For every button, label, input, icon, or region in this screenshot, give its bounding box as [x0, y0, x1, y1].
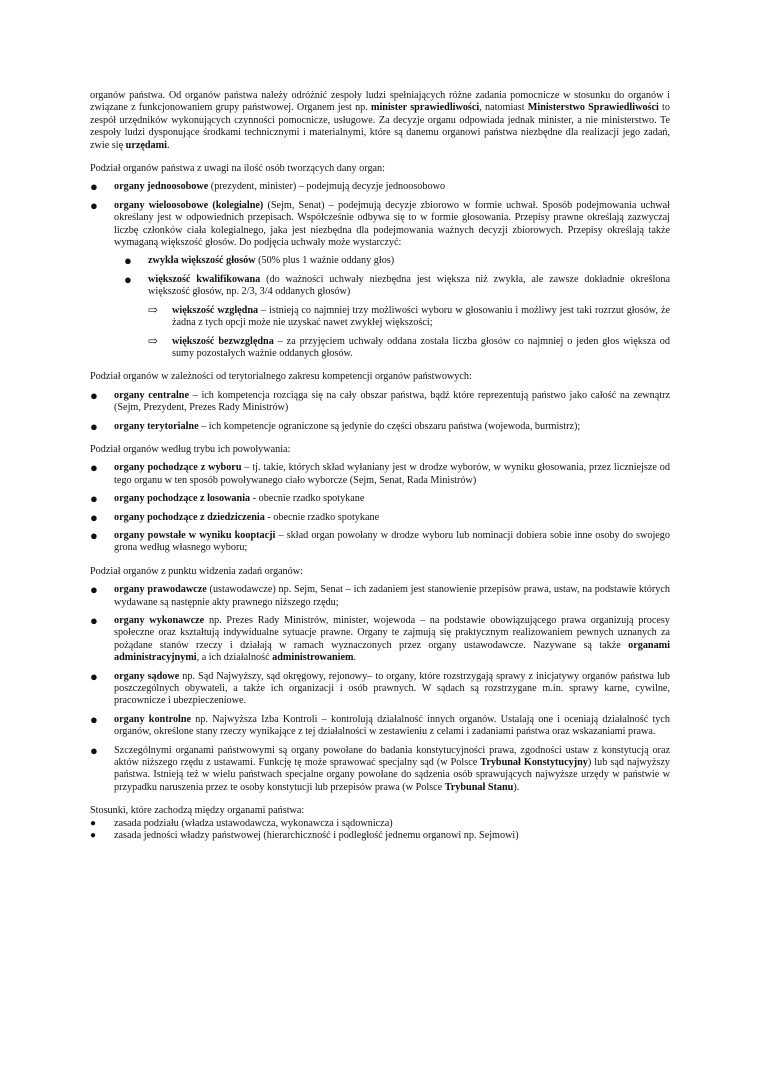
section-heading-tasks: Podział organów z punktu widzenia zadań organów:: [90, 565, 303, 577]
intro-paragraph: organów państwa. Od organów państwa należy odróżnić zespoły ludzi spełniających różne zadania pomocnicze w stosunku do organów i związane z funkcjonowaniem grupy państwowej. Organem jest np. minister sprawiedliwości, natomiast Ministerstwo Sprawiedliwości to zespół urzędników wykonujących czynności pomocnicze, usługowe. Za decyzje organu odpowiada jednak minister, a nie ministerstwo. Te zespoły ludzi dysponujące środkami technicznymi i materialnymi, które są danemu organowi państwa niezbędne dla realizacji jego zadań, zwie się urzędami.: [90, 90, 670, 151]
arrow-right-icon: ⇨: [148, 302, 159, 317]
list-item: ● organy pochodzące z losowania - obecnie rzadko spotykane: [90, 491, 365, 507]
bullet-icon: ●: [90, 179, 98, 195]
list-item: ● zasada jedności władzy państwowej (hierarchiczność i podległość jednemu organowi np. Sejmowi): [90, 830, 519, 842]
document-page: [90, 90, 670, 843]
bullet-icon: ●: [90, 197, 98, 213]
bullet-icon: ●: [90, 387, 98, 403]
list-item: ● organy pochodzące z dziedziczenia - obecnie rzadko spotykane: [90, 509, 380, 525]
list-item: ● organy powstałe w wyniku kooptacji – skład organ powołany w drodze wyboru lub nominacji dobiera sobie inne osoby do swojego grona według własnego wyboru;: [90, 527, 670, 554]
bullet-icon: ●: [90, 509, 98, 525]
list-item: ● organy centralne – ich kompetencja rozciąga się na cały obszar państwa, bądź które reprezentują państwo jako całość na zewnątrz (Sejm, Prezydent, Prezes Rady Ministrów): [90, 387, 670, 414]
bullet-icon: ●: [124, 271, 132, 287]
section-heading-relations: Stosunki, które zachodzą między organami państwa:: [90, 805, 305, 817]
list-item: ● zwykła większość głosów (50% plus 1 ważnie oddany głos): [124, 253, 395, 269]
bullet-icon: ●: [124, 253, 132, 269]
list-item: ● organy pochodzące z wyboru – tj. takie, których skład wyłaniany jest w drodze wyborów, w wyniku głosowania, przez liczniejsze od tego organu w ten sposób powoływanego ciało wyborcze (Sejm, Senat, Rada Ministrów): [90, 460, 670, 486]
section-heading-appointment: Podział organów według trybu ich powoływania:: [90, 443, 291, 455]
bullet-icon: ●: [90, 830, 97, 842]
list-item: ⇨ większość względna – istnieją co najmniej trzy możliwości wyboru w głosowaniu i możliwy jest taki rozrzut głosów, że żadna z tych opcji może nie uzyskać nawet zwykłej większości;: [148, 302, 670, 329]
bullet-icon: ●: [90, 460, 98, 476]
bullet-icon: ●: [90, 491, 98, 507]
list-item: ● organy jednoosobowe (prezydent, minister) – podejmują decyzje jednoosobowo: [90, 179, 446, 195]
bullet-icon: ●: [90, 668, 98, 684]
list-item: ● organy wykonawcze np. Prezes Rady Ministrów, minister, wojewoda – na podstawie obowiązującego prawa organizują procesy społeczne oraz kształtują indywidualne sytuacje prawne. Organy te zajmują się praktycznym realizowaniem pewnych uznanych za pożądane stanów rzeczy i działają w ramach wyznaczonych przez organy ustawodawcze. Nazywane są także organami administracyjnymi, a ich działalność administrowaniem.: [90, 613, 670, 664]
bullet-icon: ●: [90, 711, 98, 727]
list-item: ● większość kwalifikowana (do ważności uchwały niezbędna jest większa niż zwykła, ale zawsze dokładnie określona większość głosów, np. 2/3, 3/4 oddanych głosów): [124, 271, 670, 298]
bullet-icon: ●: [90, 418, 98, 434]
list-item: ● organy wieloosobowe (kolegialne) (Sejm, Senat) – podejmują decyzje zbiorowo w formie uchwał. Sposób podejmowania uchwał określany jest w odpowiednich przepisach. Współcześnie odbywa się to w formie głosowania. Przepisy prawne określają zazwyczaj liczbę członków ciała kolegialnego, jaka jest niezbędna dla podejmowania ważnych decyzji zbiorowych. Przepisy określają także wymaganą większość głosów. Do podjęcia uchwały może wystarczyć:: [90, 197, 670, 249]
arrow-right-icon: ⇨: [148, 333, 159, 348]
list-item: ● organy terytorialne – ich kompetencje ograniczone są jedynie do części obszaru państwa (wojewoda, burmistrz);: [90, 418, 581, 434]
list-item: ● zasada podziału (władza ustawodawcza, wykonawcza i sądownicza): [90, 817, 393, 829]
bullet-icon: ●: [90, 817, 97, 829]
list-item: ● organy sądowe np. Sąd Najwyższy, sąd okręgowy, rejonowy– to organy, które rozstrzygają sprawy z inicjatywy organów państwa lub poszczególnych obywateli, a także ich organizacji i osób prawnych. W sądach są rozstrzygane m.in. sprawy karne, cywilne, pracownicze i ubezpieczeniowe.: [90, 668, 670, 707]
list-item: ● organy kontrolne np. Najwyższa Izba Kontroli – kontrolują działalność innych organów. Ustalają one i oceniają działalność tych organów, określone stany rzeczy wynikające z tej działalności w zestawieniu z celami i zadaniami państwa oraz wskazaniami prawa.: [90, 711, 670, 738]
bullet-icon: ●: [90, 582, 98, 598]
bullet-icon: ●: [90, 742, 98, 758]
bullet-icon: ●: [90, 527, 98, 543]
section-heading-territory: Podział organów w zależności od terytorialnego zakresu kompetencji organów państwowych:: [90, 371, 472, 383]
section-heading-size: Podział organów państwa z uwagi na ilość osób tworzących dany organ:: [90, 163, 385, 175]
bullet-icon: ●: [90, 613, 98, 628]
list-item: ⇨ większość bezwzględna – za przyjęciem uchwały oddana została liczba głosów co najmniej o jeden głos większa od sumy pozostałych ważnie oddanych głosów.: [148, 333, 670, 359]
list-item: ● Szczególnymi organami państwowymi są organy powołane do badania konstytucyjności prawa, zgodności ustaw z konstytucją oraz aktów niższego rzędu z ustawami. Funkcję tę może sprawować specjalny sąd (w Polsce Trybunał Konstytucyjny) lub sąd najwyższy państwa. Istnieją też w wielu państwach specjalne organy powołane do sądzenia osób sprawujących najwyższe urzędy w państwie w przypadku naruszenia przez te osoby konstytucji lub przepisów prawa (w Polsce Trybunał Stanu).: [90, 742, 670, 793]
list-item: ● organy prawodawcze (ustawodawcze) np. Sejm, Senat – ich zadaniem jest stanowienie przepisów prawa, ustaw, na podstawie których wydawane są następnie akty prawnego niższego rzędu;: [90, 582, 670, 608]
